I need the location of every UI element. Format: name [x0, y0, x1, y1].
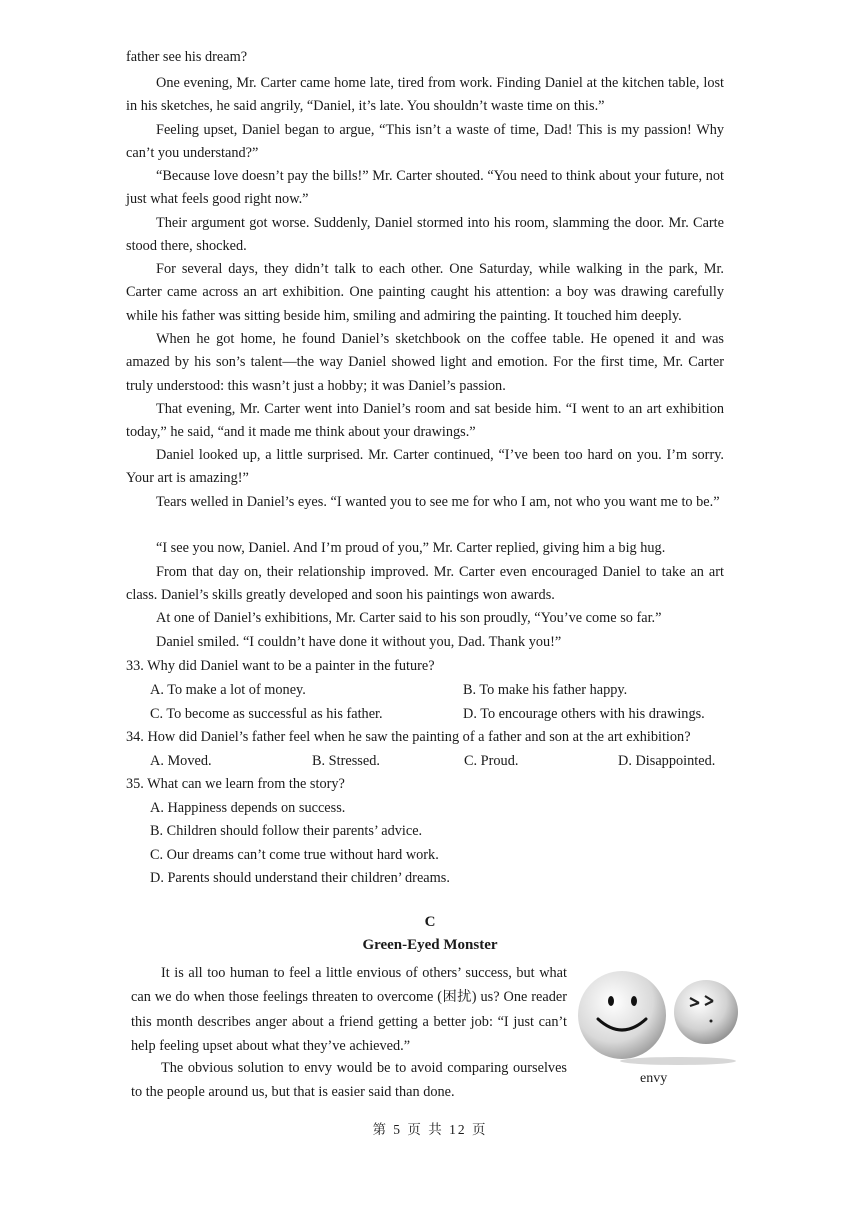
answer-option[interactable]: C. Our dreams can’t come true without hard work. — [150, 847, 439, 863]
story-paragraph: That evening, Mr. Carter went into Daniel’s room and sat beside him. “I went to an art exhibition today,” he said, “and it made me think about your drawings.” — [126, 401, 724, 441]
story-paragraph: One evening, Mr. Carter came home late, tired from work. Finding Daniel at the kitchen table, lost in his sketches, he said angrily, “Daniel, it’s late. You shouldn’t waste time on this.” — [126, 75, 724, 115]
story-paragraph: For several days, they didn’t talk to each other. One Saturday, while walking in the park, Mr. Carter came across an art exhibition. One painting caught his attention: a boy was drawing carefully while his father was sitting beside him, smiling and admiring the painting. It touched him deeply. — [126, 261, 724, 324]
answer-option[interactable]: B. Stressed. — [312, 753, 380, 769]
answer-option[interactable]: A. Happiness depends on success. — [150, 800, 346, 816]
story-paragraph: Tears welled in Daniel’s eyes. “I wanted you to see me for who I am, not who you want me to be.” — [156, 494, 720, 510]
answer-option[interactable]: B. Children should follow their parents’ advice. — [150, 823, 423, 839]
passage-paragraph: It is all too human to feel a little envious of others’ success, but what can we do when those feelings threaten to overcome (困扰) us? One reader this month describes anger about a friend getting a better job: “I just can’t help feeling upset about what they’ve achieved.” — [131, 965, 567, 1054]
answer-option[interactable]: B. To make his father happy. — [463, 682, 628, 698]
passage-paragraph: The obvious solution to envy would be to avoid comparing ourselves to the people around us, but that is easier said than done. — [131, 1060, 567, 1101]
envy-illustration — [578, 965, 738, 1065]
story-paragraph: “I see you now, Daniel. And I’m proud of you,” Mr. Carter replied, giving him a big hug. — [156, 540, 666, 556]
answer-option[interactable]: C. To become as successful as his father. — [150, 706, 383, 722]
story-paragraph: Daniel smiled. “I couldn’t have done it without you, Dad. Thank you!” — [156, 634, 562, 650]
answer-option[interactable]: A. To make a lot of money. — [150, 682, 306, 698]
story-paragraph: When he got home, he found Daniel’s sketchbook on the coffee table. He opened it and was amazed by his son’s talent—the way Daniel showed light and emotion. For the first time, Mr. Carter truly understood: this wasn’t just a hobby; it was Daniel’s passion. — [126, 331, 724, 394]
story-paragraph: Feeling upset, Daniel began to argue, “This isn’t a waste of time, Dad! This is my passion! Why can’t you understand?” — [126, 122, 724, 162]
story-paragraph: Daniel looked up, a little surprised. Mr. Carter continued, “I’ve been too hard on you. I’m sorry. Your art is amazing!” — [126, 447, 724, 487]
story-paragraph: At one of Daniel’s exhibitions, Mr. Carter said to his son proudly, “You’ve come so far.” — [156, 610, 662, 626]
story-paragraph: father see his dream? — [126, 49, 248, 65]
answer-option[interactable]: D. Disappointed. — [618, 753, 716, 769]
answer-option[interactable]: D. Parents should understand their children’ dreams. — [150, 870, 450, 886]
answer-option[interactable]: A. Moved. — [150, 753, 212, 769]
page-number-footer: 第 5 页 共 12 页 — [372, 1122, 488, 1137]
section-title: Green-Eyed Monster — [362, 937, 498, 953]
answer-option[interactable]: C. Proud. — [464, 753, 519, 769]
question-stem: 34. How did Daniel’s father feel when he saw the painting of a father and son at the art exhibition? — [126, 729, 691, 745]
answer-option[interactable]: D. To encourage others with his drawings. — [463, 706, 705, 722]
story-paragraph: Their argument got worse. Suddenly, Daniel stormed into his room, slamming the door. Mr. Carte stood there, shocked. — [126, 215, 724, 255]
question-stem: 33. Why did Daniel want to be a painter in the future? — [126, 658, 435, 674]
section-letter: C — [424, 914, 436, 930]
image-caption: envy — [640, 1071, 668, 1086]
story-paragraph: “Because love doesn’t pay the bills!” Mr. Carter shouted. “You need to think about your future, not just what feels good right now.” — [126, 168, 724, 208]
question-stem: 35. What can we learn from the story? — [126, 776, 345, 792]
story-paragraph: From that day on, their relationship improved. Mr. Carter even encouraged Daniel to take an art class. Daniel’s skills greatly developed and soon his paintings won awards. — [126, 564, 724, 604]
